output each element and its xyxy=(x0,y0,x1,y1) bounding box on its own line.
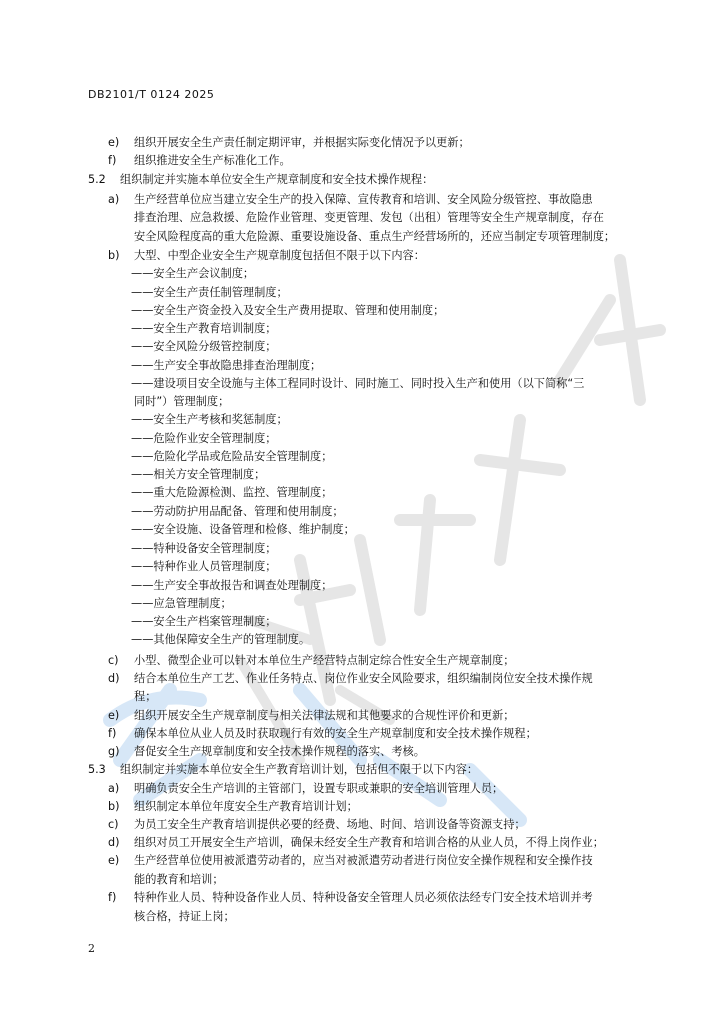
body-text-line: 程； xyxy=(134,690,157,703)
body-text-line: 特种作业人员、特种设备作业人员、特种设备安全管理人员必须依法经专门安全技术培训并考 xyxy=(134,891,593,904)
list-item-label: f) xyxy=(108,727,117,740)
body-text-line: 生产经营单位使用被派遣劳动者的，应当对被派遣劳动者进行岗位安全操作规程和安全操作技 xyxy=(134,854,593,867)
dash-list-item-text: ——生产安全事故报告和调查处理制度； xyxy=(131,579,333,592)
body-text-line: 大型、中型企业安全生产规章制度包括但不限于以下内容： xyxy=(134,249,425,262)
body-text-line: 组织对员工开展安全生产培训，确保未经安全生产教育和培训合格的从业人员，不得上岗作业； xyxy=(134,836,604,849)
list-item-label: a) xyxy=(108,782,120,795)
body-text-line: 排查治理、应急救援、危险作业管理、变更管理、发包（出租）管理等安全生产规章制度，存在 xyxy=(134,211,604,224)
body-text-line: 明确负责安全生产培训的主管部门，设置专职或兼职的安全培训管理人员； xyxy=(134,782,504,795)
dash-list-item-text: ——安全生产考核和奖惩制度； xyxy=(131,413,288,426)
body-text-line: 安全风险程度高的重大危险源、重要设施设备、重点生产经营场所的，还应当制定专项管理制度； xyxy=(134,230,616,243)
body-text-line: 组织开展安全生产责任制定期评审，并根据实际变化情况予以更新； xyxy=(134,136,470,149)
list-item-label: c) xyxy=(108,818,119,831)
dash-list-item-text: ——生产安全事故隐患排查治理制度； xyxy=(131,359,322,372)
page-number: 2 xyxy=(88,942,95,955)
body-text-line: 确保本单位从业人员及时获取现行有效的安全生产规章制度和安全技术操作规程； xyxy=(134,727,537,740)
body-text-line: 小型、微型企业可以针对本单位生产经营特点制定综合性安全生产规章制度； xyxy=(134,654,515,667)
list-item-label: b) xyxy=(108,800,120,813)
list-item-label: b) xyxy=(108,249,120,262)
dash-list-item-text: ——重大危险源检测、监控、管理制度； xyxy=(131,486,333,499)
dash-list-item-text: ——安全生产会议制度； xyxy=(131,267,255,280)
list-item-label: e) xyxy=(108,709,120,722)
body-text-line: 能的教育和培训； xyxy=(134,873,224,886)
body-text-line: 为员工安全生产教育培训提供必要的经费、场地、时间、培训设备等资源支持； xyxy=(134,818,526,831)
body-text-line: 生产经营单位应当建立安全生产的投入保障、宣传教育和培训、安全风险分级管控、事故隐患 xyxy=(134,193,593,206)
list-item-label: c) xyxy=(108,654,119,667)
dash-list-item-text: ——劳动防护用品配备、管理和使用制度； xyxy=(131,505,344,518)
body-text-line: 核合格，持证上岗； xyxy=(134,910,235,923)
body-text-line: 组织制定并实施本单位安全生产教育培训计划，包括但不限于以下内容： xyxy=(120,763,479,776)
dash-list-item-text: ——危险化学品或危险品安全管理制度； xyxy=(131,450,333,463)
dash-list-item-text: ——安全生产教育培训制度； xyxy=(131,322,277,335)
body-text-line: 组织制定并实施本单位安全生产规章制度和安全技术操作规程： xyxy=(120,173,434,186)
dash-list-item-text: ——安全设施、设备管理和检修、维护制度； xyxy=(131,523,355,536)
list-item-label: f) xyxy=(108,154,117,167)
dash-list-item-text: ——安全风险分级管控制度； xyxy=(131,340,277,353)
list-item-label: f) xyxy=(108,891,117,904)
body-text-line: 结合本单位生产工艺、作业任务特点、岗位作业安全风险要求，组织编制岗位安全技术操作规 xyxy=(134,672,593,685)
list-item-label: g) xyxy=(108,745,120,758)
body-text-line: 组织制定本单位年度安全生产教育培训计划； xyxy=(134,800,358,813)
list-item-label: d) xyxy=(108,672,120,685)
body-text-line: 同时”）管理制度； xyxy=(134,395,230,408)
dash-list-item-text: ——安全生产责任制管理制度； xyxy=(131,286,288,299)
dash-list-item-text: ——安全生产档案管理制度； xyxy=(131,615,277,628)
body-text-line: 组织推进安全生产标准化工作。 xyxy=(134,154,291,167)
dash-list-item-text: ——特种设备安全管理制度； xyxy=(131,542,277,555)
list-item-label: e) xyxy=(108,136,120,149)
list-item-label: d) xyxy=(108,836,120,849)
section-number: 5.3 xyxy=(88,763,106,776)
section-number: 5.2 xyxy=(88,173,106,186)
doc-code-header: DB2101/T 0124 2025 xyxy=(88,88,215,101)
list-item-label: e) xyxy=(108,854,120,867)
dash-list-item-text: ——特种作业人员管理制度； xyxy=(131,560,277,573)
dash-list-item-text: ——其他保障安全生产的管理制度。 xyxy=(131,633,311,646)
dash-list-item-text: ——建设项目安全设施与主体工程同时设计、同时施工、同时投入生产和使用（以下简称“三 xyxy=(131,377,585,390)
dash-list-item-text: ——危险作业安全管理制度； xyxy=(131,432,277,445)
body-text-line: 组织开展安全生产规章制度与相关法律法规和其他要求的合规性评价和更新； xyxy=(134,709,515,722)
dash-list-item-text: ——相关方安全管理制度； xyxy=(131,468,266,481)
body-text-line: 督促安全生产规章制度和安全技术操作规程的落实、考核。 xyxy=(134,745,425,758)
dash-list-item-text: ——应急管理制度； xyxy=(131,597,232,610)
dash-list-item-text: ——安全生产资金投入及安全生产费用提取、管理和使用制度； xyxy=(131,304,445,317)
list-item-label: a) xyxy=(108,193,120,206)
